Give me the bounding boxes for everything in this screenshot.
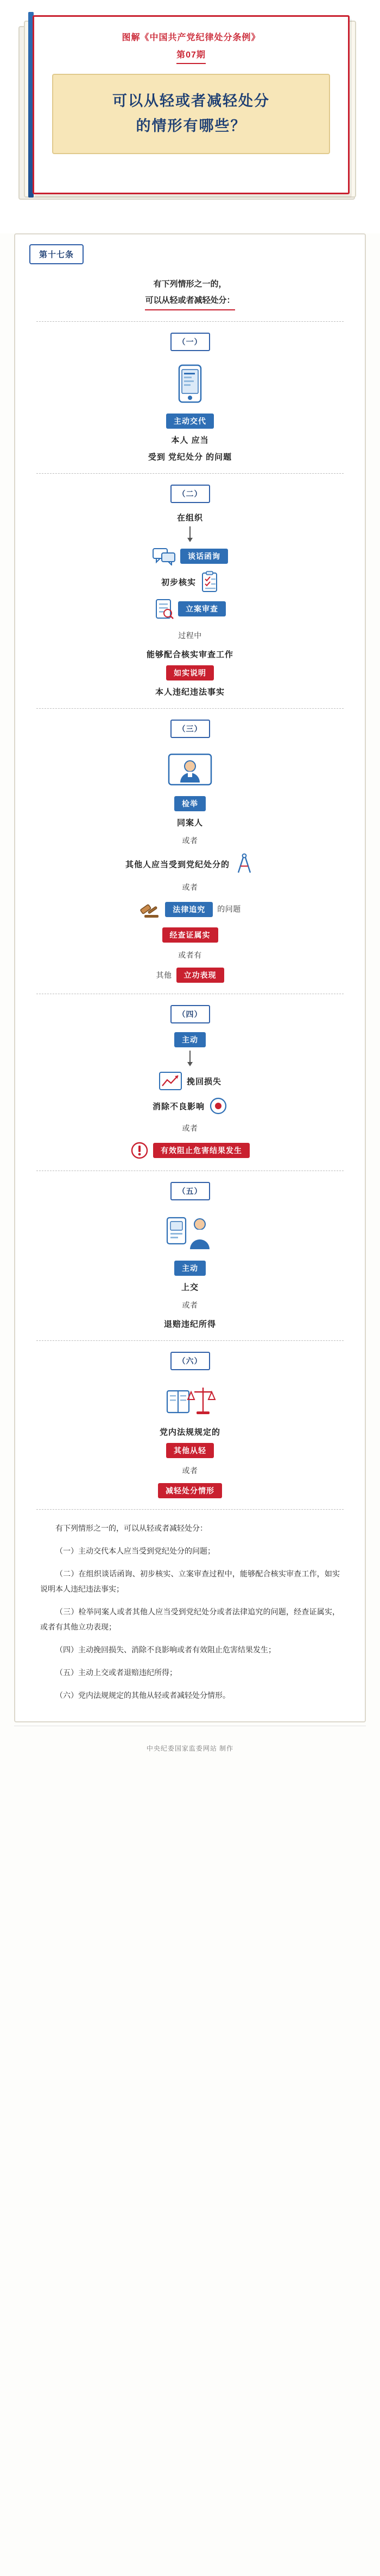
section-1 [15, 333, 365, 462]
clause-item-2: （二）在组织谈话函询、初步核实、立案审查过程中，能够配合核实审查工作，如实说明本人违纪违法事实； [40, 1569, 340, 1594]
divider-1 [36, 321, 344, 322]
document-review-icon [154, 598, 174, 620]
section-6-number: （六） [170, 1352, 210, 1370]
section-2-step2 [37, 571, 343, 593]
divider-6 [36, 1340, 344, 1341]
scales-book-icon [37, 1383, 343, 1422]
mobile-phone-icon [37, 364, 343, 409]
section-2-red-pill: 如实说明 [166, 665, 214, 680]
section-3-number: （三） [170, 720, 210, 738]
section-3-or2: 或者 [182, 883, 198, 892]
cover-kicker-line1: 图解《中国共产党纪律处分条例》 [122, 33, 261, 42]
section-3-pill3: 经查证属实 [162, 927, 218, 943]
clause-item-1: （一）主动交代本人应当受到党纪处分的问题； [55, 1547, 215, 1556]
arrow-down-icon-2 [189, 1051, 191, 1063]
section-4-stop-row [37, 1141, 343, 1160]
checklist-icon [200, 571, 219, 593]
section-6-pill2: 减轻处分情形 [158, 1483, 222, 1498]
section-6-pill1: 其他从轻 [166, 1443, 214, 1458]
section-4 [15, 1005, 365, 1160]
clause-item-5: （五）主动上交或者退赔违纪所得； [55, 1668, 177, 1677]
section-5-line2: 退赔违纪所得 [163, 1319, 216, 1329]
clause-item-6: （六）党内法规规定的其他从轻或者减轻处分情形。 [55, 1691, 230, 1700]
section-3-line2-row [37, 853, 343, 875]
clause-text-block [15, 1521, 365, 1703]
section-4-or1: 或者 [182, 1124, 198, 1133]
section-5-pill: 主动 [174, 1261, 206, 1276]
cover-title-line1: 可以从轻或者减轻处分 [112, 93, 270, 110]
clause-item-3: （三）检举同案人或者其他人应当受到党纪处分或者法律追究的问题，经查证属实，或者有其他立功表现； [40, 1607, 340, 1632]
section-5-or1: 或者 [182, 1300, 198, 1309]
section-3-line2: 其他人应当受到党纪处分的 [125, 860, 230, 869]
section-2-number: （二） [170, 485, 210, 503]
section-2 [15, 485, 365, 697]
divider-2 [36, 473, 344, 474]
section-4-pill: 主动 [174, 1032, 206, 1047]
section-3-pill2: 法律追究 [165, 902, 213, 917]
warning-stop-icon [130, 1141, 149, 1160]
section-6 [15, 1352, 365, 1499]
footer-credit: 中央纪委国家监委网站 制作 [146, 1745, 234, 1753]
section-2-mid2: 能够配合核实审查工作 [146, 650, 233, 659]
cover-banner [0, 0, 380, 233]
cover-frame [14, 12, 366, 214]
cover-kicker [45, 31, 337, 64]
section-4-pill2: 有效阻止危害结果发生 [153, 1143, 250, 1158]
chart-loss-icon [159, 1071, 182, 1091]
cover-title-wrap [45, 26, 337, 154]
section-4-line2: 消除不良影响 [152, 1102, 205, 1111]
section-2-step3-pill: 立案审查 [178, 601, 226, 616]
divider-3 [36, 708, 344, 709]
cover-kicker-episode: 第07期 [176, 48, 206, 65]
section-4-number: （四） [170, 1005, 210, 1023]
arrow-down-icon [189, 526, 191, 538]
article-number-badge: 第十七条 [29, 244, 84, 264]
section-1-pill: 主动交代 [166, 414, 214, 429]
conversation-icon [152, 547, 176, 565]
section-3-pill: 检举 [174, 796, 206, 811]
section-2-step3 [37, 598, 343, 620]
section-3-line4: 其他 [156, 971, 172, 980]
section-1-line2: 受到 党纪处分 的问题 [148, 453, 232, 462]
cover-title-line2: 的情形有哪些？ [136, 118, 246, 135]
clause-item-4: （四）主动挽回损失、消除不良影响或者有效阻止危害结果发生； [55, 1645, 276, 1655]
clause-intro: 有下列情形之一的，可以从轻或者减轻处分： [55, 1524, 207, 1533]
section-3-pill4: 立功表现 [176, 968, 224, 983]
article-lead [15, 276, 365, 310]
section-5 [15, 1182, 365, 1330]
section-2-step1-pill: 谈话函询 [180, 549, 228, 564]
divider-7 [36, 1509, 344, 1510]
person-report-icon [37, 751, 343, 792]
section-4-loss-row [37, 1071, 343, 1091]
section-3-or1: 或者 [182, 836, 198, 845]
section-4-effect-row [37, 1096, 343, 1116]
section-3-law-row [37, 900, 343, 919]
section-3-merit-row [37, 968, 343, 983]
section-2-step2-label: 初步核实 [161, 577, 196, 587]
section-1-line1: 本人 应当 [171, 436, 209, 445]
section-1-number: （一） [170, 333, 210, 351]
section-5-number: （五） [170, 1182, 210, 1200]
compass-icon [234, 853, 255, 875]
section-2-mid1: 过程中 [178, 631, 202, 640]
section-4-line1: 挽回损失 [186, 1077, 221, 1086]
cover-main-title-box [52, 74, 330, 154]
section-3-line3: 的问题 [217, 905, 241, 914]
article-lead-line1: 有下列情形之一的， [153, 279, 227, 289]
section-3 [15, 720, 365, 983]
handover-icon [37, 1213, 343, 1256]
section-6-or1: 或者 [182, 1466, 198, 1475]
gavel-icon [139, 900, 161, 919]
section-3-line1: 同案人 [176, 818, 203, 828]
section-5-line1: 上交 [181, 1282, 199, 1292]
section-2-head: 在组织 [176, 513, 203, 523]
section-2-step1 [37, 547, 343, 565]
content-sheet [14, 233, 366, 1722]
section-6-line1: 党内法规规定的 [159, 1427, 220, 1437]
article-lead-line2: 可以从轻或者减轻处分： [145, 292, 235, 310]
cover-card [33, 15, 350, 194]
section-3-or3: 或者有 [178, 950, 202, 959]
section-2-tail: 本人违纪违法事实 [155, 687, 225, 697]
shield-check-icon [209, 1096, 227, 1116]
